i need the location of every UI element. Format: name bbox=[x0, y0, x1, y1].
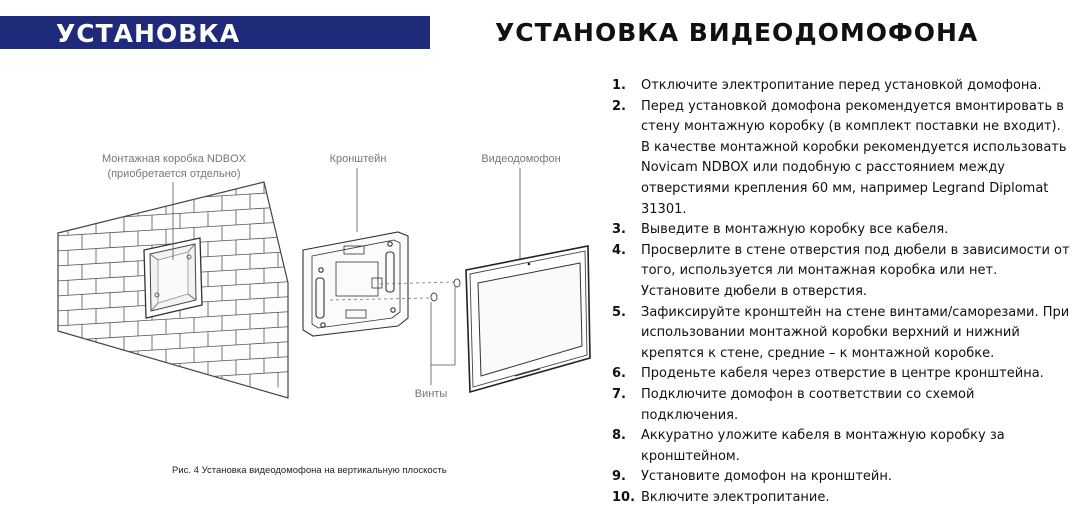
label-mounting-box: Монтажная коробка NDBOX (приобретается отдельно) bbox=[101, 153, 246, 180]
step-item bbox=[612, 364, 1072, 385]
step-number: 8. bbox=[612, 428, 626, 444]
step-text: Зафиксируйте кронштейн на стене винтами/саморезами. При использовании монтажной коробки верхний и нижний крепятся к стене, средние – к монтажной коробке. bbox=[641, 304, 1070, 361]
step-number: 7. bbox=[612, 386, 626, 402]
step-number: 4. bbox=[612, 242, 626, 258]
step-number: 1. bbox=[612, 78, 626, 93]
section-label: УСТАНОВКА bbox=[56, 19, 241, 48]
figure-caption: Рис. 4 Установка видеодомофона на вертикальную плоскость bbox=[172, 465, 447, 476]
step-text: Установите домофон на кронштейн. bbox=[641, 469, 892, 485]
step-item bbox=[612, 385, 1072, 426]
step-text: Выведите в монтажную коробку все кабеля. bbox=[641, 222, 949, 238]
intercom-device bbox=[466, 246, 590, 392]
step-text: Проденьте кабеля через отверстие в центре кронштейна. bbox=[641, 366, 1044, 382]
step-number: 9. bbox=[612, 469, 626, 485]
step-text: Подключите домофон в соответствии со схемой подключения. bbox=[641, 386, 975, 423]
step-number: 3. bbox=[612, 222, 626, 238]
step-item bbox=[612, 488, 1072, 508]
step-text: Просверлите в стене отверстия под дюбели в зависимости от того, используется ли монтажная коробка или нет. Установите дюбели в отверстия. bbox=[641, 242, 1070, 299]
step-item bbox=[612, 303, 1072, 365]
label-intercom: Видеодомофон bbox=[481, 153, 561, 165]
step-item bbox=[612, 76, 1072, 97]
step-number: 6. bbox=[612, 366, 626, 382]
step-item bbox=[612, 426, 1072, 467]
step-number: 10. bbox=[612, 489, 636, 505]
step-text: Включите электропитание. bbox=[641, 489, 830, 505]
installation-diagram bbox=[0, 140, 600, 460]
page-title: УСТАНОВКА ВИДЕОДОМОФОНА bbox=[495, 18, 979, 47]
label-bracket: Кронштейн bbox=[329, 153, 387, 165]
step-text: Отключите электропитание перед установкой домофона. bbox=[641, 78, 1042, 93]
step-text: Перед установкой домофона рекомендуется вмонтировать в стену монтажную коробку (в комплект поставки не входит). В качестве монтажной коробки рекомендуется использовать Novicam NDBOX или подобную с расстоянием между отверстиями крепления 60 мм, например Legrand Diplomat 31301. bbox=[641, 98, 1067, 217]
step-item bbox=[612, 241, 1072, 303]
label-screws: Винты bbox=[414, 388, 448, 400]
installation-steps bbox=[612, 76, 1072, 508]
step-item bbox=[612, 220, 1072, 241]
installation-figure bbox=[0, 140, 600, 460]
step-item bbox=[612, 97, 1072, 221]
step-number: 2. bbox=[612, 98, 626, 114]
step-number: 5. bbox=[612, 304, 626, 320]
step-item bbox=[612, 467, 1072, 488]
step-text: Аккуратно уложите кабеля в монтажную коробку за кронштейном. bbox=[641, 428, 1005, 464]
section-banner bbox=[0, 16, 430, 49]
